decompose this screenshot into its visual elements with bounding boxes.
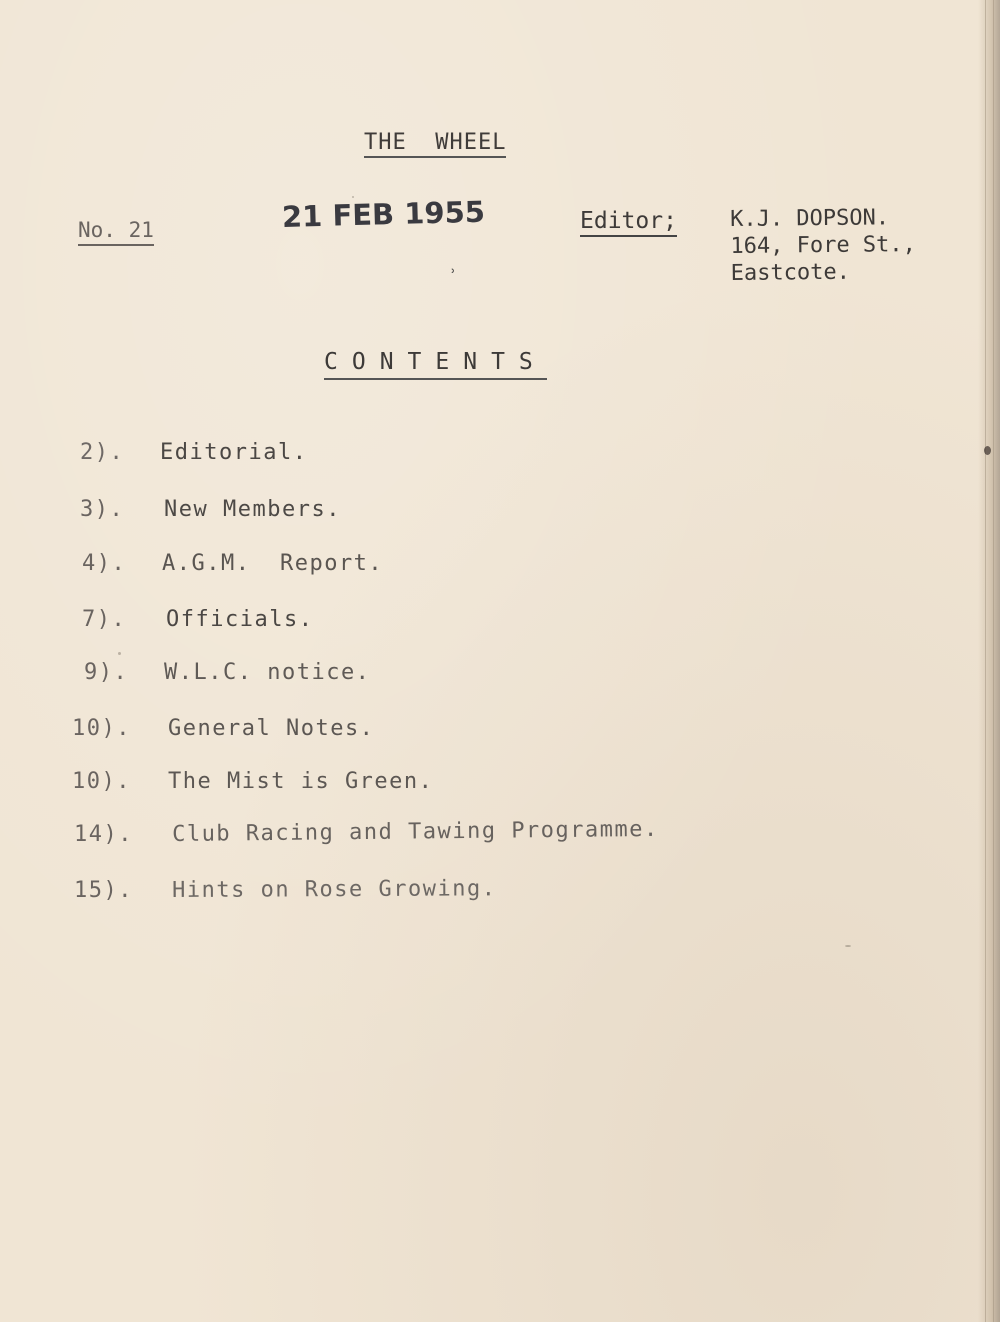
contents-heading: CONTENTS [324, 349, 547, 380]
editor-label: Editor; [580, 208, 677, 237]
page-edge-line [985, 0, 986, 1322]
contents-item-page: 7). [82, 607, 127, 632]
stray-ink-mark: ʾ [448, 266, 458, 285]
contents-item-page: 10). [72, 716, 131, 741]
page-edge-shadow [978, 0, 1000, 1322]
contents-item-title: Club Racing and Tawing Programme. [172, 816, 659, 847]
issue-number: No. 21 [78, 218, 154, 246]
contents-item-title: New Members. [164, 497, 341, 522]
contents-item-title: Officials. [166, 607, 314, 632]
publication-title: THE WHEEL [364, 130, 506, 158]
contents-item-page: 15). [74, 878, 133, 903]
contents-item-title: W.L.C. notice. [164, 660, 371, 685]
contents-item-page: 3). [80, 497, 125, 522]
contents-item-page: 9). [84, 660, 129, 685]
contents-item-title: Hints on Rose Growing. [172, 876, 497, 903]
contents-item-title: The Mist is Green. [168, 769, 434, 794]
editor-address-block [730, 204, 916, 287]
date-stamp: 21 FEB 1955 [281, 194, 486, 234]
paper-speck [352, 196, 354, 198]
paper-speck [984, 446, 991, 455]
contents-item [0, 876, 497, 978]
contents-item-page: 2). [80, 440, 125, 465]
editor-name: K.J. DOPSON. [730, 205, 890, 232]
paper-speck [845, 945, 851, 947]
contents-item-page: 14). [74, 822, 133, 847]
contents-item-title: General Notes. [168, 716, 375, 741]
contents-item-title: A.G.M. Report. [162, 551, 384, 576]
contents-item-title: Editorial. [160, 440, 308, 465]
page-edge-line-outer [993, 0, 994, 1322]
contents-item-page: 10). [72, 769, 131, 794]
paper-speck [118, 652, 121, 655]
contents-item-page: 4). [82, 551, 127, 576]
editor-address-line2: Eastcote. [730, 259, 851, 286]
editor-address-line1: 164, Fore St., [730, 232, 916, 259]
